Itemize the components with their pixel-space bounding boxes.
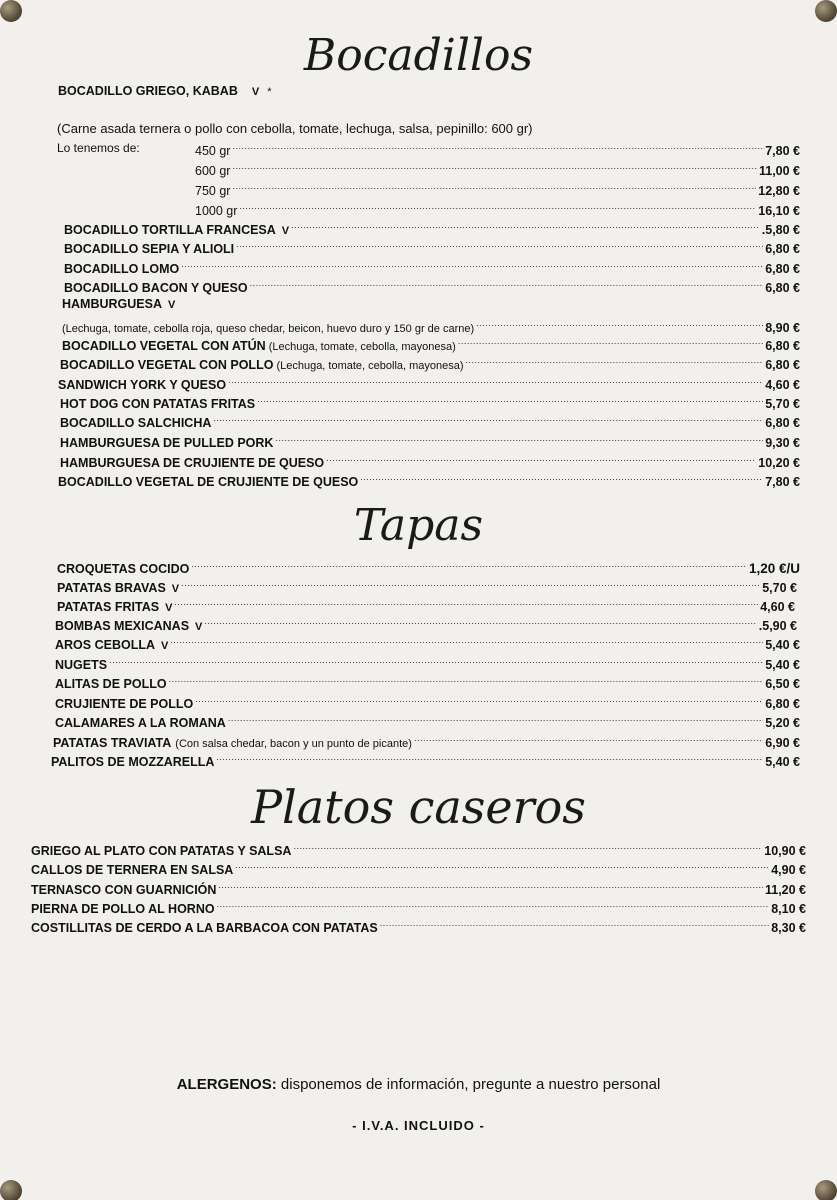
iva-notice: - I.V.A. INCLUIDO - xyxy=(352,1118,485,1133)
size-row xyxy=(195,140,800,159)
item-name: BOCADILLO BACON Y QUESO xyxy=(64,281,248,295)
item-price: 7,80 € xyxy=(765,475,800,489)
item-name: PALITOS DE MOZZARELLA xyxy=(51,755,215,769)
item-price: 10,90 € xyxy=(764,844,806,858)
pushpin-icon xyxy=(815,1180,837,1200)
menu-item xyxy=(31,917,806,936)
item-price: 6,80 € xyxy=(765,358,800,372)
vegan-mark-icon: V xyxy=(251,86,260,98)
dot-leader xyxy=(191,558,747,573)
item-name: TERNASCO CON GUARNICIÓN xyxy=(31,883,217,897)
item-price: .5,90 € xyxy=(758,619,797,633)
menu-item xyxy=(64,258,800,277)
menu-item xyxy=(57,596,795,616)
item-price: 5,20 € xyxy=(765,716,800,730)
item-name: COSTILLITAS DE CERDO A LA BARBACOA CON PATATAS xyxy=(31,921,378,935)
dot-leader xyxy=(232,180,756,195)
pushpin-icon xyxy=(815,0,837,22)
menu-item xyxy=(31,859,806,878)
section-title-platos-caseros: Platos caseros xyxy=(251,780,586,834)
menu-item xyxy=(58,374,800,393)
item-price: 5,40 € xyxy=(765,638,800,652)
item-price: 8,90 € xyxy=(765,321,800,335)
item-price: 9,30 € xyxy=(765,436,800,450)
menu-item xyxy=(60,412,800,431)
item-price: 5,40 € xyxy=(765,658,800,672)
dot-leader xyxy=(195,693,763,708)
dot-leader xyxy=(466,354,764,369)
item-name: CALLOS DE TERNERA EN SALSA xyxy=(31,863,234,877)
dot-leader xyxy=(232,160,757,175)
vegan-mark-icon: V xyxy=(281,225,290,237)
hamburguesa-description xyxy=(62,317,800,337)
size-row xyxy=(195,160,800,179)
item-name: ALITAS DE POLLO xyxy=(55,677,167,691)
menu-item xyxy=(64,277,800,296)
alergenos-notice xyxy=(0,1076,837,1093)
item-name: PIERNA DE POLLO AL HORNO xyxy=(31,902,215,916)
menu-item xyxy=(55,712,800,731)
vegan-mark-icon: V xyxy=(171,583,180,595)
dot-leader xyxy=(213,412,763,427)
menu-item-griego xyxy=(58,84,271,100)
item-price: 10,20 € xyxy=(758,456,800,470)
item-price: 6,80 € xyxy=(765,262,800,276)
menu-item-hamburguesa xyxy=(62,297,175,313)
menu-item xyxy=(31,840,806,859)
item-name: PATATAS FRITAS xyxy=(57,600,160,614)
dot-leader xyxy=(217,898,770,913)
menu-item xyxy=(31,898,806,917)
item-price: 6,80 € xyxy=(765,339,800,353)
menu-item xyxy=(55,634,800,654)
item-name: CROQUETAS COCIDO xyxy=(57,562,190,576)
item-name: HOT DOG CON PATATAS FRITAS xyxy=(60,397,256,411)
menu-item xyxy=(57,558,800,577)
item-price: 6,80 € xyxy=(765,697,800,711)
alergenos-label: ALERGENOS: xyxy=(176,1076,277,1093)
menu-item xyxy=(64,238,800,257)
dot-leader xyxy=(414,732,763,747)
item-name: BOCADILLO TORTILLA FRANCESA xyxy=(64,223,276,237)
menu-item xyxy=(62,335,800,355)
menu-item xyxy=(55,673,800,692)
dot-leader xyxy=(380,917,769,932)
dot-leader xyxy=(216,751,763,766)
item-name: GRIEGO AL PLATO CON PATATAS Y SALSA xyxy=(31,844,292,858)
item-name: BOMBAS MEXICANAS xyxy=(55,619,190,633)
item-name: HAMBURGUESA DE CRUJIENTE DE QUESO xyxy=(60,456,325,470)
item-price: 5,40 € xyxy=(765,755,800,769)
item-name: HAMBURGUESA xyxy=(62,297,162,311)
dot-leader xyxy=(169,673,764,688)
item-name: BOCADILLO VEGETAL DE CRUJIENTE DE QUESO xyxy=(58,475,359,489)
dot-leader xyxy=(257,393,763,408)
dot-leader xyxy=(181,258,763,273)
item-price: 12,80 € xyxy=(758,184,800,198)
dot-leader xyxy=(170,634,763,649)
dot-leader xyxy=(228,712,763,727)
vegan-mark-icon: V xyxy=(195,621,203,633)
pushpin-icon xyxy=(0,1180,22,1200)
dot-leader xyxy=(218,879,763,894)
menu-item xyxy=(55,615,797,635)
item-price: 11,20 € xyxy=(764,883,806,897)
griego-description: (Carne asada ternera o pollo con cebolla, tomate, lechuga, salsa, pepinillo: 600 gr) xyxy=(57,121,533,136)
item-name: HAMBURGUESA DE PULLED PORK xyxy=(60,436,274,450)
size-label: 750 gr xyxy=(195,184,231,198)
item-name: BOCADILLO SEPIA Y ALIOLI xyxy=(64,242,235,256)
menu-item xyxy=(60,432,800,451)
menu-item xyxy=(51,751,800,770)
item-price: 11,00 € xyxy=(758,164,800,178)
item-price: 6,90 € xyxy=(765,736,800,750)
item-name: SANDWICH YORK Y QUESO xyxy=(58,378,227,392)
item-name: PATATAS BRAVAS xyxy=(57,581,166,595)
item-name: BOCADILLO LOMO xyxy=(64,262,180,276)
size-label: 600 gr xyxy=(195,164,231,178)
dot-leader xyxy=(174,596,758,611)
item-price: 5,70 € xyxy=(762,581,797,595)
dot-leader xyxy=(293,840,762,855)
menu-item xyxy=(55,693,800,712)
section-title-bocadillos: Bocadillos xyxy=(303,30,534,81)
section-title-tapas: Tapas xyxy=(353,500,484,551)
dot-leader xyxy=(235,859,769,874)
item-name: BOCADILLO GRIEGO, KABAB xyxy=(58,84,238,98)
item-name: BOCADILLO SALCHICHA xyxy=(60,416,212,430)
item-name: CALAMARES A LA ROMANA xyxy=(55,716,226,730)
dot-leader xyxy=(239,200,756,215)
dot-leader xyxy=(291,219,760,234)
dot-leader xyxy=(360,471,763,486)
vegan-mark-icon: V xyxy=(161,640,169,652)
item-price: 4,60 € xyxy=(760,600,795,614)
item-note: (Lechuga, tomate, cebolla roja, queso chedar, beicon, huevo duro y 150 gr de carne) xyxy=(62,323,475,335)
size-row xyxy=(195,180,800,199)
menu-item xyxy=(57,577,797,597)
item-note: (Lechuga, tomate, cebolla, mayonesa) xyxy=(276,360,464,372)
item-price: 6,80 € xyxy=(765,242,800,256)
item-price: 6,80 € xyxy=(765,416,800,430)
size-label: 450 gr xyxy=(195,144,231,158)
item-price: 7,80 € xyxy=(765,144,800,158)
menu-item xyxy=(60,354,800,374)
alergenos-text: disponemos de información, pregunte a nuestro personal xyxy=(280,1076,661,1093)
menu-item xyxy=(60,393,800,412)
item-price: 8,10 € xyxy=(771,902,806,916)
item-note: (Lechuga, tomate, cebolla, mayonesa) xyxy=(268,341,456,353)
menu-item xyxy=(55,654,800,673)
item-price: 6,50 € xyxy=(765,677,800,691)
item-price: .5,80 € xyxy=(761,223,800,237)
item-price: 4,90 € xyxy=(771,863,806,877)
item-name: NUGETS xyxy=(55,658,108,672)
item-price: 6,80 € xyxy=(765,281,800,295)
dot-leader xyxy=(275,432,763,447)
dot-leader xyxy=(228,374,763,389)
item-price: 4,60 € xyxy=(765,378,800,392)
item-price: 16,10 € xyxy=(758,204,800,218)
dot-leader xyxy=(476,317,763,332)
item-note: (Con salsa chedar, bacon y un punto de picante) xyxy=(175,738,412,750)
menu-item xyxy=(58,471,800,490)
vegan-mark-icon: V xyxy=(168,299,176,311)
size-row xyxy=(195,200,800,219)
menu-item xyxy=(64,219,800,239)
dot-leader xyxy=(109,654,763,669)
item-name: AROS CEBOLLA xyxy=(55,638,155,652)
item-name: BOCADILLO VEGETAL CON POLLO xyxy=(60,358,274,372)
dot-leader xyxy=(250,277,764,292)
dot-leader xyxy=(232,140,763,155)
size-label: 1000 gr xyxy=(195,204,238,218)
menu-item xyxy=(31,879,806,898)
item-name: PATATAS TRAVIATA xyxy=(53,736,172,750)
menu-item xyxy=(53,732,800,752)
pushpin-icon xyxy=(0,0,22,22)
vegan-mark-icon: V xyxy=(165,602,173,614)
star-mark-icon: * xyxy=(267,86,272,98)
dot-leader xyxy=(326,452,756,467)
dot-leader xyxy=(236,238,763,253)
item-name: BOCADILLO VEGETAL CON ATÚN xyxy=(62,339,266,353)
dot-leader xyxy=(458,335,763,350)
dot-leader xyxy=(181,577,760,592)
dot-leader xyxy=(204,615,756,630)
item-price: 1,20 €/U xyxy=(748,561,800,576)
sizes-label: Lo tenemos de: xyxy=(57,141,140,155)
menu-item xyxy=(60,452,800,471)
item-price: 5,70 € xyxy=(765,397,800,411)
item-price: 8,30 € xyxy=(771,921,806,935)
item-name: CRUJIENTE DE POLLO xyxy=(55,697,194,711)
